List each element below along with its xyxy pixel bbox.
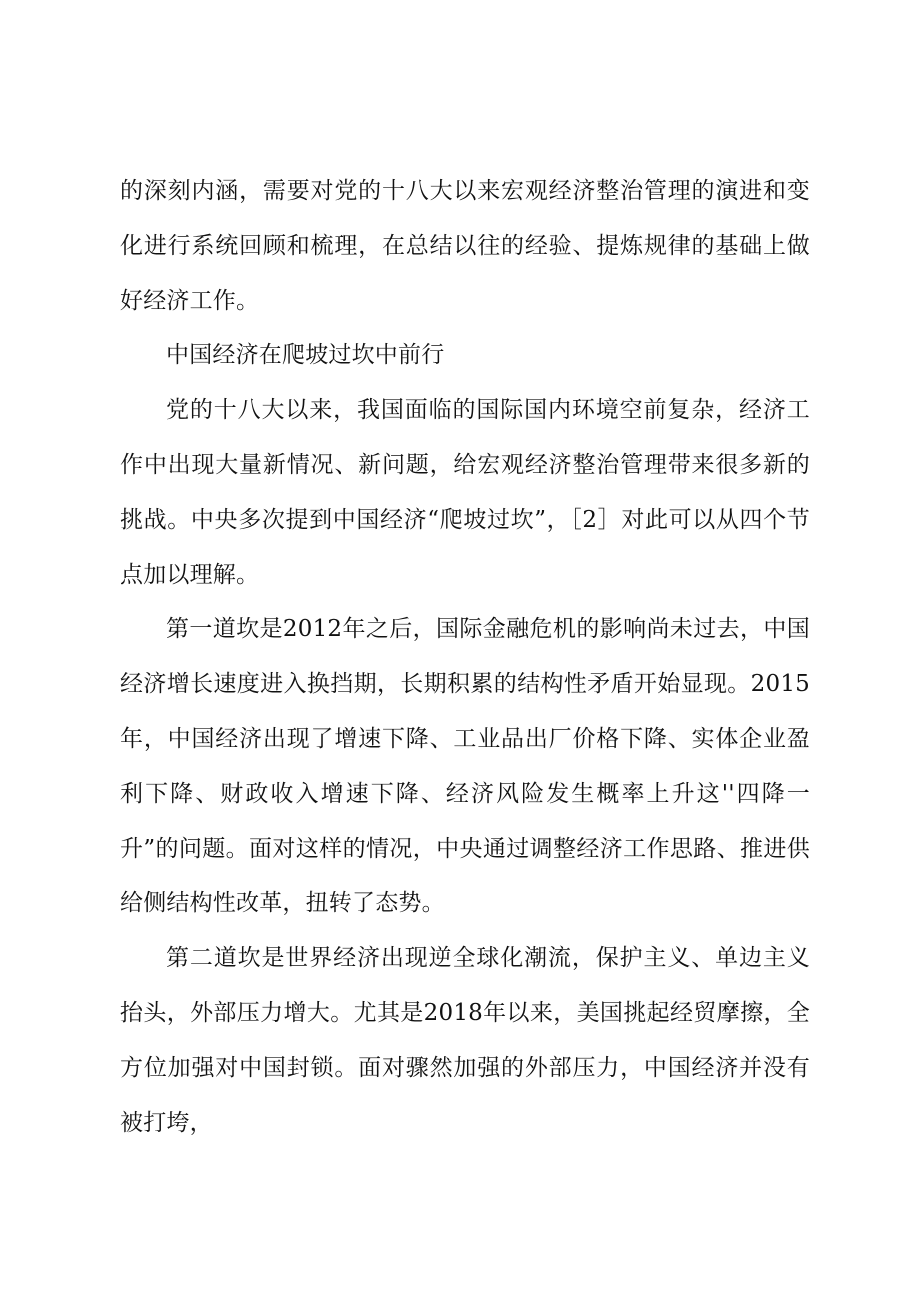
body-text [120,164,810,1150]
section-heading: 中国经济在爬坡过坎中前行 [166,342,445,369]
paragraph-first-hurdle: 第一道坎是2012年之后，国际金融危机的影响尚未过去，中国经济增长速度进入换挡期，长期积累的结构性矛盾开始显现。2015年，中国经济出现了增速下降、工业品出厂价格下降、实体企业盈利下降、财政收入增速下降、经济风险发生概率上升这''四降一升”的问题。面对这样的情况，中央通过调整经济工作思路、推进供给侧结构性改革，扭转了态势。 [120,616,810,917]
paragraph-second-hurdle: 第二道坎是世界经济出现逆全球化潮流，保护主义、单边主义抬头，外部压力增大。尤其是2018年以来，美国挑起经贸摩擦，全方位加强对中国封锁。面对骤然加强的外部压力，中国经济并没有被打垮， [120,945,810,1136]
paragraph-continuation: 的深刻内涵，需要对党的十八大以来宏观经济整治管理的演进和变化进行系统回顾和梳理，在总结以往的经验、提炼规律的基础上做好经济工作。 [120,178,810,314]
paragraph-overview: 党的十八大以来，我国面临的国际国内环境空前复杂，经济工作中出现大量新情况、新问题，给宏观经济整治管理带来很多新的挑战。中央多次提到中国经济“爬坡过坎”，［2］对此可以从四个节点加以理解。 [120,397,810,588]
